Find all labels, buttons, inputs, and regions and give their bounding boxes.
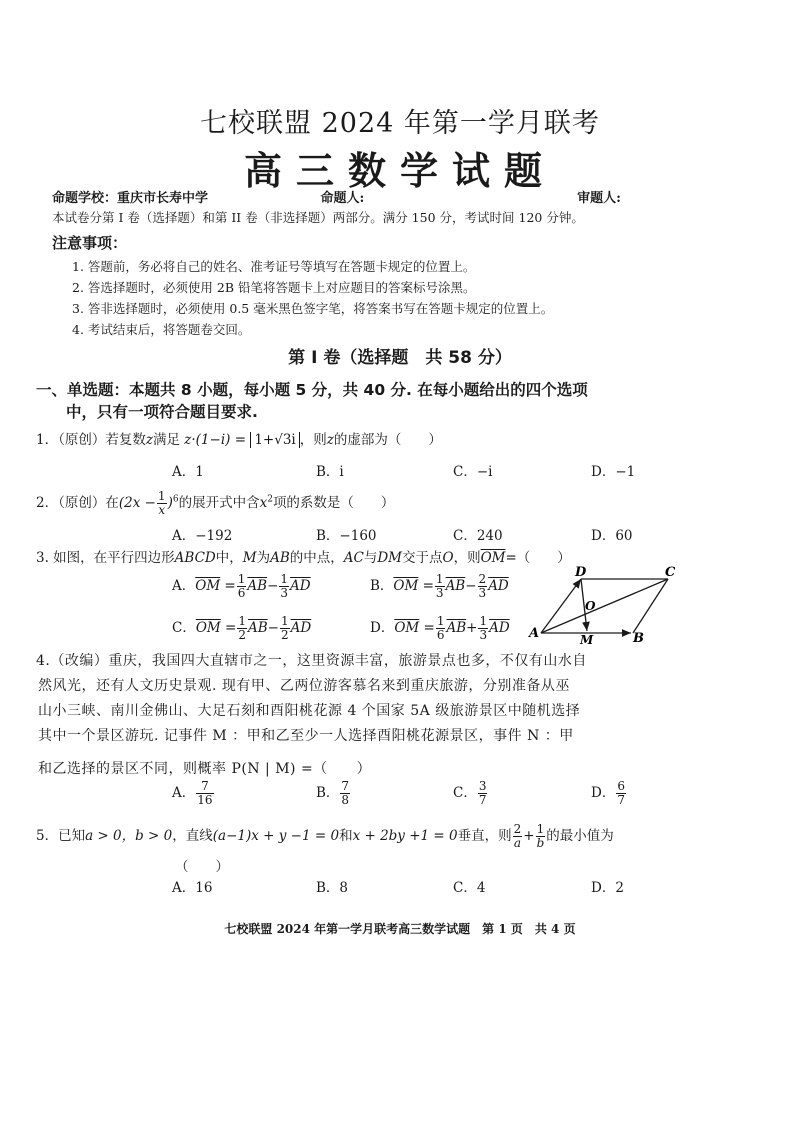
- diagonal-ac: [541, 579, 668, 633]
- meta-school: 命题学校：重庆市长寿中学: [52, 191, 209, 206]
- question-4-line: 和乙选择的景区不同，则概率 P(N | M) =（ ）: [38, 761, 372, 777]
- question-4-line: 山小三峡、南川金佛山、大足石刻和酉阳桃花源 4 个国家 5A 级旅游景区中随机选择: [38, 703, 581, 719]
- question-3: 3. 如图，在平行四边形ABCD中，M为AB的中点，AC与DM交于点O，则$\overline{OM}=$（ ）: [36, 550, 571, 566]
- label-o: O: [585, 599, 596, 613]
- q3-option-c: C．$\overline{OM}$ = $\frac{1}{2}$ $\overline{AB}-$ $\frac{1}{2}$ $\overline{AD}$: [172, 614, 312, 642]
- q5-answer-paren: （ ）: [175, 859, 229, 875]
- q5-option-b: B．8: [316, 880, 349, 896]
- section-heading-cont: 中，只有一项符合题目要求.: [66, 403, 258, 421]
- q1-option-a: A．1: [172, 464, 204, 480]
- exam-title: 七校联盟 2024 年第一学月联考: [200, 108, 600, 139]
- q2-option-c: C．240: [453, 528, 503, 544]
- question-4-line: 4.（改编）重庆，我国四大直辖市之一，这里资源丰富，旅游景点也多，不仅有山水自: [36, 653, 587, 669]
- q4-option-c: C． $\frac{3}{7}$: [453, 779, 487, 807]
- q2-option-a: A．−192: [172, 528, 233, 544]
- label-a: A: [529, 626, 540, 641]
- q4-option-a: A． $\frac{7}{16}$: [172, 779, 213, 807]
- q3-option-b: B．$\overline{OM}$ = $\frac{1}{3}$ $\overline{AB}-$ $\frac{2}{3}$ $\overline{AD}$: [370, 572, 509, 600]
- q5-option-d: D．2: [591, 880, 624, 896]
- notice-item: 4. 考试结束后，将答题卷交回。: [72, 322, 251, 337]
- q3-option-d: D．$\overline{OM}$ = $\frac{1}{6}$ $\overline{AB}+$ $\frac{1}{3}$ $\overline{AD}$: [370, 614, 510, 642]
- q2-option-d: D．60: [591, 528, 633, 544]
- meta-author: 命题人:: [320, 191, 365, 206]
- q1-option-d: D．−1: [591, 464, 636, 480]
- abs-expr: 1+√3i: [250, 432, 299, 448]
- q4-option-d: D． $\frac{6}{7}$: [591, 779, 625, 807]
- q5-option-c: C．4: [453, 880, 486, 896]
- q4-option-b: B． $\frac{7}{8}$: [316, 779, 350, 807]
- parallelogram-figure: [525, 565, 675, 645]
- question-4-line: 其中一个景区游玩. 记事件 M ：甲和乙至少一人选择酉阳桃花源景区，事件 N ：甲: [38, 728, 574, 744]
- label-d: D: [575, 565, 587, 580]
- label-m: M: [580, 633, 594, 645]
- meta-line: [52, 187, 621, 206]
- meta-reviewer: 审题人:: [577, 191, 621, 206]
- q1-option-b: B．i: [316, 464, 344, 480]
- q3-option-a: A．$\overline{OM}$ = $\frac{1}{6}$ $\overline{AB}-$ $\frac{1}{3}$ $\overline{AD}$: [172, 572, 311, 600]
- label-b: B: [633, 631, 644, 645]
- question-4-line: 然风光，还有人文历史景观. 现有甲、乙两位游客慕名来到重庆旅游，分别准备从巫: [38, 678, 570, 694]
- notice-title: 注意事项：: [52, 234, 128, 252]
- question-2: 2．（原创）在(2x − $\frac{1}{x}$ )$^6$的展开式中含$x^2$项的系数是（ ）: [36, 489, 395, 517]
- section-heading: 一、单选题：本题共 8 小题，每小题 5 分，共 40 分. 在每小题给出的四个选项: [36, 381, 588, 399]
- notice-item: 2. 答选择题时，必须使用 2B 铅笔将答题卡上对应题目的答案标号涂黑。: [72, 280, 476, 295]
- q2-option-b: B．−160: [316, 528, 377, 544]
- question-5: 5．已知a > 0，b > 0，直线(a−1)x + y −1 = 0和x + 2by +1 = 0垂直，则 $\frac{2}{a}$ + $\frac{1}{b}$ 的最小值为: [36, 822, 614, 850]
- q5-option-a: A．16: [172, 880, 213, 896]
- q1-option-c: C．−i: [453, 464, 493, 480]
- section-title: 第 I 卷（选择题 共 58 分）: [288, 348, 512, 368]
- notice-item: 3. 答非选择题时，必须使用 0.5 毫米黑色签字笔，将答案书写在答题卡规定的位置上。: [72, 301, 554, 316]
- exam-intro: 本试卷分第 I 卷（选择题）和第 II 卷（非选择题）两部分。满分 150 分，考试时间 120 分钟。: [52, 210, 584, 225]
- page-footer: 七校联盟 2024 年第一学月联考高三数学试题 第 1 页 共 4 页: [224, 922, 576, 936]
- label-c: C: [665, 565, 675, 580]
- question-1: 1．（原创）若复数z满足 z·(1−i) = 1+√3i ，则z的虚部为（ ）: [36, 432, 442, 448]
- notice-item: 1. 答题前，务必将自己的姓名、准考证号等填写在答题卡规定的位置上。: [72, 259, 476, 274]
- exam-subtitle: 高三数学试题: [243, 148, 556, 193]
